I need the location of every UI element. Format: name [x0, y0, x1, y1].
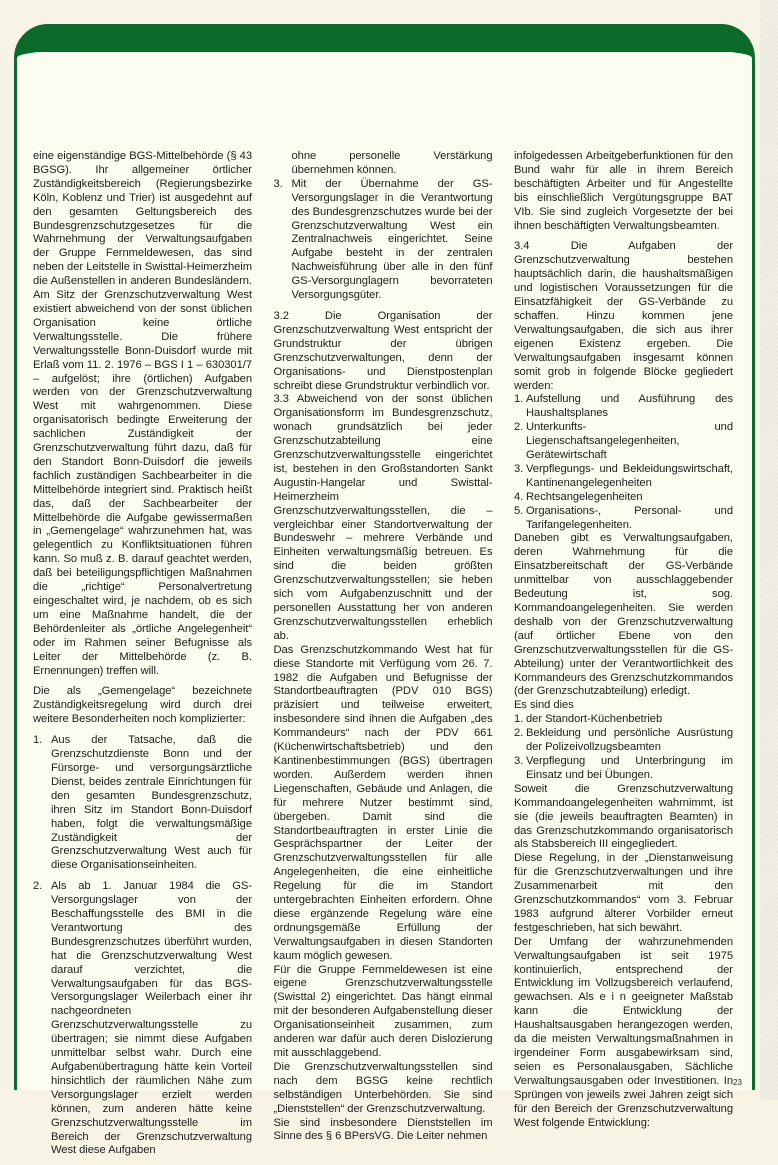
paragraph: Die Grenzschutzverwaltungsstellen sind nach dem BGSG keine rechtlich selbständigen Unterbehörden. Sie sind „Dienststellen“ der Grenzschutzverwaltung. — [273, 1060, 493, 1115]
list-number: 2. — [514, 727, 524, 740]
list-text: Organisations-, Personal- und Tarifangelegenheiten. — [526, 504, 733, 531]
list-number: 1. — [514, 393, 524, 406]
paragraph: Für die Gruppe Fernmeldewesen ist eine eigene Grenzschutzverwaltungsstelle (Swisttal 2) eingerichtet. Das hängt einmal mit der besonderen Aufgabenstellung dieser Organisationseinheit zusammen, zum anderen war dafür auch deren Dislozierung mit ausschlaggebend. — [273, 963, 493, 1059]
task-blocks-list — [514, 393, 733, 532]
paragraph: Soweit die Grenzschutzverwaltung Kommandoangelegenheiten wahrnimmt, ist sie (die jeweils beauftragten Beamten) in das Grenzschutzkommando organisatorisch als Stabsbereich III eingegliedert. — [514, 782, 733, 851]
list-number: 4. — [514, 490, 524, 503]
list-number: 5. — [514, 504, 524, 517]
section-3-3: 3.3 Abweichend von der sonst üblichen Organisationsform im Bundesgrenzschutz, wonach grundsätzlich bei jeder Grenzschutzabteilung eine Grenzschutzverwaltungsstelle eingerichtet ist, bestehen in den Großstandorten Sankt Augustin-Hangelar und Swisttal-Heimerzheim Grenzschutzverwaltungsstellen, die – vergleichbar einer Standortverwaltung der Bundeswehr – mehrere Verbände und Einheiten verwaltungsmäßig betreuen. Es sind die beiden größten Grenzschutzverwaltungsstellen; sie heben sich vom Aufgabenzuschnitt und der personellen Ausstattung her von anderen Grenzschutzverwaltungsstellen erheblich ab. — [273, 393, 493, 642]
list-text: Verpflegung und Unterbringung im Einsatz und bei Übungen. — [526, 754, 733, 781]
list-number: 2. — [33, 880, 43, 893]
paragraph: infolgedessen Arbeitgeberfunktionen für den Bund wahr für alle in ihrem Bereich beschäftigten Arbeiter und für Angestellte bis einschließlich Vergütungsgruppe BAT VIb. Sie sind zugleich Vorgesetzte der bei ihnen beschäftigten Verwaltungsbeamten. — [514, 150, 733, 232]
list-item — [514, 755, 733, 783]
list-text: Unterkunfts- und Liegenschaftsangelegenheiten, Gerätewirtschaft — [526, 421, 733, 462]
list-text: Aus der Tatsache, daß die Grenzschutzdienste Bonn und der Fürsorge- und versorgungsärztliche Dienst, beides zentrale Einrichtungen für den gesamten Bundesgrenzschutz, ihren Sitz im Standort Bonn-Duisdorf haben, folgt die verwaltungsmäßige Zuständigkeit der Grenzschutzverwaltung West auch für diese Organisationseinheiten. — [51, 734, 252, 872]
list-text: der Standort-Küchenbetrieb — [526, 713, 663, 726]
list-item — [274, 178, 493, 303]
list-text: Verpflegungs- und Bekleidungswirtschaft, Kantinenangelegenheiten — [526, 462, 733, 489]
paragraph: Die als „Gemengelage“ bezeichnete Zuständigkeitsregelung wird durch drei weitere Besonderheiten noch komplizierter: — [33, 685, 252, 726]
scan-margin — [760, 0, 778, 1100]
paragraph: Der Umfang der wahrzunehmenden Verwaltungsaufgaben ist seit 1975 kontinuierlich, entsprechend der Entwicklung im Vollzugsbereich verlaufend, gewachsen. Als e i n geeigneter Maßstab kann die Entwicklung der Haushaltsausgaben herangezogen werden, da die meisten Verwaltungsmaßnahmen in irgendeiner Form ausgabewirksam sind, seien es Personalausgaben, Sächliche Verwaltungsausgaben oder Investitionen. In Sprüngen von jeweils zwei Jahren zeigt sich für den Bereich der Grenzschutzverwaltung West folgende Entwicklung: — [514, 935, 733, 1129]
column-left — [33, 150, 252, 1165]
list-item — [33, 734, 252, 873]
paragraph: Das Grenzschutzkommando West hat für diese Standorte mit Verfügung vom 26. 7. 1982 die Aufgaben und Befugnisse der Standortbeauftragten (PDV 010 BGS) präzisiert und teilweise erweitert, insbesondere sind ihnen die Aufgaben „des Kommandeurs“ nach der PDV 661 (Küchenwirtschaftsbetrieb) und den Kantinenbestimmungen (BGS) übertragen worden. Außerdem werden ihnen Liegenschaften, Gebäude und Anlagen, die für mehrere Nutzer bestimmt sind, übergeben. Damit sind die Standortbeauftragten in erster Linie die Gesprächspartner der Leiter der Grenzschutzverwaltungsstellen für alle Angelegenheiten, die eine einheitliche Regelung für die im Standort untergebrachten Einheiten erfordern. Ohne diese ergänzende Regelung wäre eine ordnungsgemäße Erfüllung der Verwaltungsaufgaben in diesen Standorten kaum möglich gewesen. — [273, 643, 493, 962]
section-3-2: 3.2 Die Organisation der Grenzschutzverwaltung West entspricht der Grundstruktur der übrigen Grenzschutzverwaltungen, denn der Organisations- und Dienstpostenplan schreibt diese Grundstruktur verbindlich vor. — [273, 309, 493, 392]
paragraph: Diese Regelung, in der „Dienstanweisung für die Grenzschutzverwaltungen und ihre Zusammenarbeit mit den Grenzschutzkommandos“ vom 3. Februar 1983 aufgrund älterer Vorbilder erneut festgeschrieben, hat sich bewährt. — [514, 852, 733, 934]
command-matters-list — [514, 713, 733, 783]
list-item — [514, 713, 733, 727]
list-item — [514, 505, 733, 533]
list-item — [33, 880, 252, 1158]
numbered-list — [274, 178, 493, 303]
list-text: Bekleidung und persönliche Ausrüstung der Polizeivollzugsbeamten — [526, 727, 733, 754]
list-text: Rechtsangelegenheiten — [526, 490, 643, 503]
list-continuation: ohne personelle Verstärkung übernehmen können. — [291, 150, 493, 176]
list-text: Als ab 1. Januar 1984 die GS-Versorgungslager von der Beschaffungsstelle des BMI in die Verantwortung des Bundesgrenzschutzes überführt wurden, hat die Grenzschutzverwaltung West darauf verzichtet, die Verwaltungsaufgaben für das BGS-Versorgungslager Weilerbach einer ihr nachgeordneten Grenzschutzverwaltungsstelle zu übertragen; sie nimmt diese Aufgaben unmittelbar selbst wahr. Durch eine Aufgabenübertragung hätte kein Vorteil hinsichtlich der räumlichen Nähe zum Versorgungslager erzielt werden können, zum anderen hätte keine Grenzschutzverwaltungsstelle im Bereich der Grenzschutzverwaltung West diese Aufgaben — [51, 880, 252, 1157]
page-number: 23 — [733, 1078, 742, 1087]
list-number: 1. — [514, 713, 524, 726]
list-text: Aufstellung und Ausführung des Haushaltsplanes — [526, 393, 733, 420]
list-item — [514, 491, 733, 505]
numbered-list — [33, 734, 252, 1158]
list-number: 3. — [514, 754, 524, 767]
section-3-4: 3.4 Die Aufgaben der Grenzschutzverwaltung bestehen hauptsächlich darin, die haushaltsmäßigen und logistischen Voraussetzungen für die Einsatzfähigkeit der GS-Verbände zu schaffen. Hinzu kommen jene Verwaltungsaufgaben, die sich aus ihrer eigenen Existenz ergeben. Die Verwaltungsaufgaben insgesamt können somit grob in folgende Blöcke gegliedert werden: — [514, 240, 733, 392]
article-columns — [33, 150, 733, 1165]
column-middle — [274, 150, 493, 1165]
list-number: 1. — [33, 734, 43, 747]
list-item — [514, 727, 733, 755]
paragraph: Sie sind insbesondere Dienststellen im Sinne des § 6 BPersVG. Die Leiter nehmen — [273, 1116, 493, 1143]
list-number: 2. — [514, 421, 524, 434]
paragraph: Es sind dies — [514, 699, 574, 712]
paragraph: Daneben gibt es Verwaltungsaufgaben, deren Wahrnehmung für die Einsatzbereitschaft der GS-Verbände unmittelbar von ausschlaggebender Bedeutung ist, sog. Kommandoangelegenheiten. Sie werden deshalb von der Grenzschutzverwaltung (auf örtlicher Ebene von den Grenzschutzverwaltungsstellen für die GS-Abteilung) unter der Verantwortlichkeit des Kommandeurs des Grenzschutzkommandos (der Grenzschutzabteilung) erledigt. — [514, 532, 733, 698]
list-number: 3. — [273, 177, 283, 190]
paragraph: eine eigenständige BGS-Mittelbehörde (§ 43 BGSG). Ihr allgemeiner örtlicher Zuständigkeitsbereich (Regierungsbezirke Köln, Koblenz und Trier) ist ausgedehnt auf den gesamten Geltungsbereich des Bundesgrenzschutzgesetzes für die Wahrnehmung der Verwaltungsaufgaben der Gruppe Fernmeldewesen, das sind neben der Leitstelle in Swisttal-Heimerzheim die Außenstellen in anderen Bundesländern. Am Sitz der Grenzschutzverwaltung West existiert abweichend von der sonst üblichen Organisation keine örtliche Verwaltungsstelle. Die frühere Verwaltungsstelle Bonn-Duisdorf wurde mit Erlaß vom 11. 2. 1976 – BGS I 1 – 630301/7 – aufgelöst; ihre (örtlichen) Aufgaben werden von der Grenzschutzverwaltung West mit wahrgenommen. Diese organisatorisch bedingte Erweiterung der sachlichen Zuständigkeit der Grenzschutzverwaltung führt dazu, daß für den Standort Bonn-Duisdorf die jeweils fachlich zuständigen Sachbearbeiter in die Mittelbehörde integriert sind. Praktisch heißt das, daß der Sachbearbeiter der Mittelbehörde die Aufgabe gewissermaßen in „Gemengelage“ wahrzunehmen hat, was gelegentlich zu Konfliktsituationen führen kann. So muß z. B. darauf geachtet werden, daß bei beteiligungspflichtigen Maßnahmen die „richtige“ Personalvertretung eingeschaltet wird, je nachdem, ob es sich um eine Maßnahme handelt, die der Behördenleiter als „örtliche Angelegenheit“ oder im Rahmen seiner Befugnisse als Leiter der Mittelbehörde (z. B. Ernennungen) treffen will. — [33, 150, 252, 677]
list-item — [514, 421, 733, 463]
list-text: Mit der Übernahme der GS-Versorgungslager in die Verantwortung des Bundesgrenzschutzes wurde bei der Grenzschutzverwaltung West ein Zentralnachweis eingerichtet. Seine Aufgabe besteht in der zentralen Nachweisführung über alle in den fünf GS-Versorgunglagern bevorrateten Versorgungsgüter. — [291, 177, 493, 302]
column-right — [514, 150, 733, 1165]
list-number: 3. — [514, 462, 524, 475]
list-item — [514, 463, 733, 491]
list-item — [514, 393, 733, 421]
